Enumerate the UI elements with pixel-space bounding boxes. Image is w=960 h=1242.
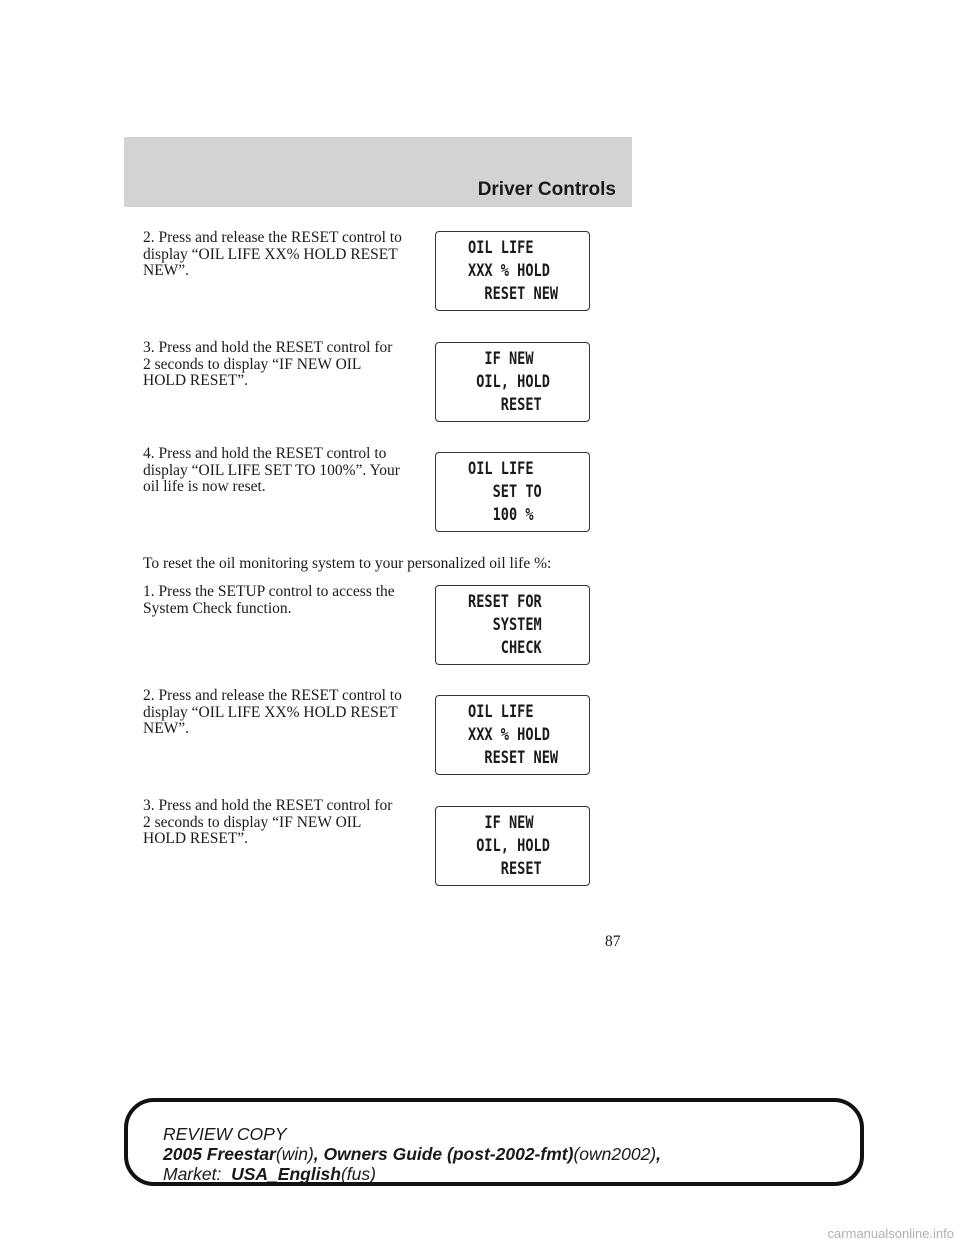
step-text: 2. Press and release the RESET control to display “OIL LIFE XX% HOLD RESET NEW”. — [143, 229, 402, 279]
intro-paragraph: To reset the oil monitoring system to your personalized oil life %: — [143, 555, 552, 572]
lcd-line: XXX % HOLD — [468, 261, 550, 281]
lcd-display — [435, 342, 590, 422]
lcd-line: RESET — [468, 395, 542, 415]
watermark: carmanualsonline.info — [827, 1226, 954, 1241]
footer-vehicle-code: (win) — [275, 1144, 314, 1164]
lcd-line: RESET NEW — [468, 284, 559, 304]
lcd-line: IF NEW — [468, 349, 534, 369]
footer-market-label: Market: — [163, 1164, 222, 1184]
footer-market-line — [163, 1164, 376, 1185]
section-title: Driver Controls — [477, 179, 616, 200]
footer-vehicle: 2005 Freestar — [163, 1144, 276, 1164]
lcd-line: XXX % HOLD — [468, 725, 550, 745]
section-header-band — [124, 137, 632, 207]
review-copy-label: REVIEW COPY — [163, 1124, 287, 1144]
footer-separator: , — [656, 1144, 662, 1164]
page-number: 87 — [605, 933, 621, 950]
footer-market-code: (fus) — [340, 1164, 376, 1184]
lcd-display — [435, 452, 590, 532]
step-text: 1. Press the SETUP control to access the System Check function. — [143, 583, 395, 617]
step-text: 3. Press and hold the RESET control for 2 seconds to display “IF NEW OIL HOLD RESET”. — [143, 797, 393, 847]
step-text: 2. Press and release the RESET control to display “OIL LIFE XX% HOLD RESET NEW”. — [143, 687, 402, 737]
lcd-line: IF NEW — [468, 813, 534, 833]
footer-document-line — [163, 1144, 661, 1165]
lcd-display — [435, 585, 590, 665]
lcd-line: 100 % — [468, 505, 534, 525]
step-text: 4. Press and hold the RESET control to display “OIL LIFE SET TO 100%”. Your oil life is now reset. — [143, 445, 400, 495]
lcd-display — [435, 695, 590, 775]
footer-market: USA_English — [231, 1164, 341, 1184]
footer-guide: Owners Guide (post-2002-fmt) — [323, 1144, 574, 1164]
lcd-line: OIL LIFE — [468, 238, 534, 258]
lcd-line: OIL, HOLD — [468, 372, 550, 392]
lcd-line: SET TO — [468, 482, 542, 502]
lcd-line: OIL LIFE — [468, 459, 534, 479]
lcd-line: RESET NEW — [468, 748, 559, 768]
footer-separator: , — [313, 1144, 324, 1164]
lcd-line: OIL LIFE — [468, 702, 534, 722]
step-text: 3. Press and hold the RESET control for 2 seconds to display “IF NEW OIL HOLD RESET”. — [143, 339, 393, 389]
lcd-line: SYSTEM — [468, 615, 542, 635]
lcd-display — [435, 806, 590, 886]
lcd-display — [435, 231, 590, 311]
footer-guide-code: (own2002) — [573, 1144, 657, 1164]
lcd-line: CHECK — [468, 638, 542, 658]
lcd-line: RESET FOR — [468, 592, 542, 612]
lcd-line: RESET — [468, 859, 542, 879]
lcd-line: OIL, HOLD — [468, 836, 550, 856]
